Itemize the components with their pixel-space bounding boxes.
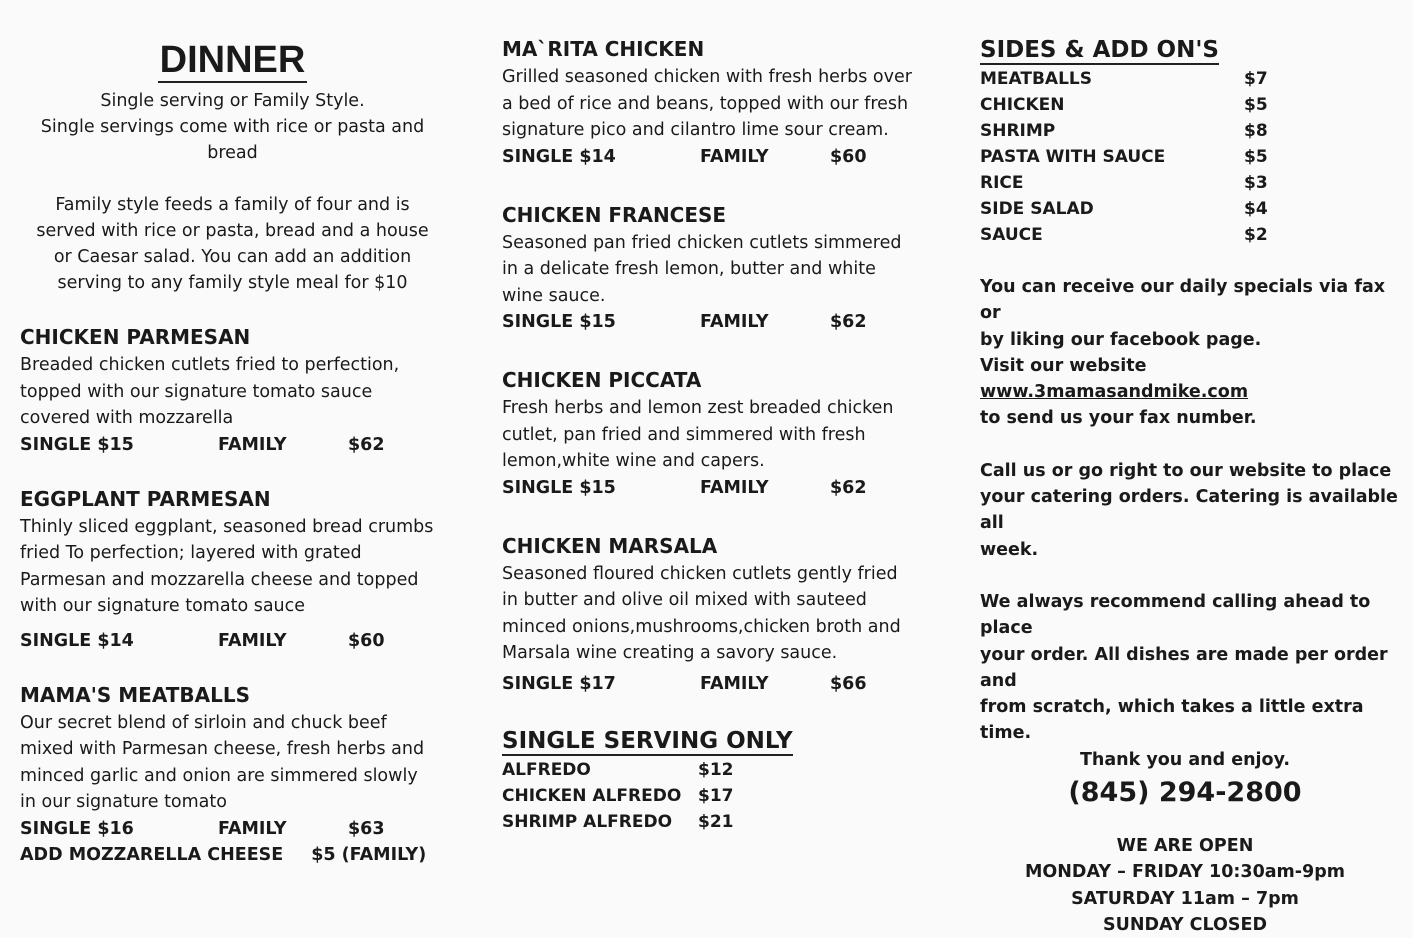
single-price: SINGLE $17 (502, 673, 616, 694)
list-item (980, 118, 1400, 144)
family-label: FAMILY (218, 818, 287, 839)
single-price: SINGLE $15 (502, 477, 616, 498)
visit-text: Visit our website (980, 355, 1147, 376)
recommend-line: from scratch, which takes a little extra time. (980, 697, 1364, 744)
dish-desc: covered with mozzarella (20, 408, 234, 428)
item-price: $8 (1244, 121, 1268, 141)
specials-line: You can receive our daily specials via fax or (980, 277, 1386, 324)
price-row (502, 671, 932, 697)
dish-chicken-francese (502, 200, 932, 336)
item-price: $7 (1244, 69, 1268, 89)
dish-desc: Thinly sliced eggplant, seasoned bread crumbs (20, 516, 434, 537)
fax-line: to send us your fax number. (980, 408, 1257, 429)
family-label: FAMILY (218, 434, 287, 455)
item-name: CHICKEN ALFREDO (502, 785, 682, 806)
family-label: FAMILY (700, 673, 769, 694)
item-price: $5 (1244, 95, 1268, 115)
family-price: $62 (830, 477, 867, 498)
item-price: $17 (698, 785, 734, 806)
website-link[interactable]: www.3mamasandmike.com (980, 382, 1249, 403)
item-name: CHICKEN (980, 95, 1065, 115)
price-row (502, 144, 932, 170)
item-price: $12 (698, 759, 734, 780)
dish-desc: Our secret blend of sirloin and chuck beef (20, 712, 387, 733)
dish-desc: Parmesan and mozzarella cheese and topped (20, 569, 419, 590)
item-name: ALFREDO (502, 759, 591, 780)
catering-line: Call us or go right to our website to place (980, 460, 1392, 481)
recommend-line: We always recommend calling ahead to place (980, 591, 1371, 639)
family-price: $60 (348, 630, 385, 651)
dish-eggplant-parmesan (20, 484, 445, 654)
dish-name: CHICKEN FRANCESE (502, 202, 727, 227)
recommend-block (980, 589, 1400, 773)
phone-number[interactable]: (845) 294-2800 (1068, 777, 1302, 809)
column-left (20, 0, 445, 868)
dish-desc: wine sauce. (502, 285, 606, 306)
hours-line: SATURDAY 11am – 7pm (1071, 888, 1299, 909)
dish-name: MA`RITA CHICKEN (502, 37, 705, 61)
hours-title: WE ARE OPEN (1116, 836, 1254, 857)
intro-line: Family style feeds a family of four and is (55, 195, 410, 215)
item-name: SHRIMP ALFREDO (502, 811, 673, 832)
item-price: $21 (698, 811, 734, 832)
addon-row (20, 842, 445, 868)
single-price: SINGLE $14 (502, 146, 616, 167)
hours-block (970, 833, 1400, 938)
column-right (980, 0, 1400, 938)
item-price: $4 (1244, 199, 1268, 219)
dish-desc: Fresh herbs and lemon zest breaded chicken (502, 398, 894, 418)
family-label: FAMILY (700, 146, 769, 167)
dish-desc: cutlet, pan fried and simmered with fresh (502, 424, 866, 445)
intro-line: Single serving or Family Style. (100, 91, 365, 111)
list-item (980, 92, 1400, 118)
intro-line: Single servings come with rice or pasta and (40, 117, 425, 137)
dish-desc: topped with our signature tomato sauce (20, 381, 373, 402)
family-label: FAMILY (700, 312, 769, 332)
intro-line: bread (207, 143, 258, 163)
dish-desc: minced garlic and onion are simmered slowly (20, 765, 418, 786)
addon-label: ADD MOZZARELLA CHEESE (20, 844, 284, 865)
dish-desc: fried To perfection; layered with grated (20, 543, 362, 563)
hours-line: SUNDAY CLOSED (1103, 914, 1267, 935)
family-price: $66 (830, 673, 867, 694)
dish-desc: lemon,white wine and capers. (502, 451, 765, 471)
item-name: SHRIMP (980, 121, 1056, 141)
dish-desc: in butter and olive oil mixed with sauteed (502, 590, 867, 610)
dish-mamas-meatballs (20, 680, 445, 868)
list-item (980, 66, 1400, 92)
list-item (502, 757, 932, 783)
single-price: SINGLE $16 (20, 818, 134, 839)
catering-line: your catering orders. Catering is available all (980, 487, 1398, 534)
dish-desc: a bed of rice and beans, topped with our fresh (502, 93, 909, 114)
dish-name: MAMA'S MEATBALLS (20, 682, 250, 707)
price-row (20, 816, 445, 842)
price-row (20, 628, 445, 654)
item-price: $5 (1244, 147, 1268, 167)
intro-block (20, 88, 445, 296)
dish-marita-chicken (502, 34, 932, 170)
dish-name: CHICKEN PARMESAN (20, 325, 251, 349)
item-price: $3 (1244, 173, 1268, 193)
dish-desc: mixed with Parmesan cheese, fresh herbs and (20, 739, 425, 759)
dish-name: CHICKEN MARSALA (502, 533, 718, 558)
single-price: SINGLE $14 (20, 630, 134, 651)
specials-block (980, 274, 1400, 432)
single-price: SINGLE $15 (502, 312, 616, 332)
dish-desc: minced onions,mushrooms,chicken broth and (502, 616, 901, 637)
item-name: SAUCE (980, 225, 1043, 245)
hours-line: MONDAY – FRIDAY 10:30am-9pm (1025, 862, 1345, 883)
catering-block (980, 458, 1400, 563)
item-name: SIDE SALAD (980, 199, 1094, 219)
family-label: FAMILY (700, 477, 769, 498)
intro-line: or Caesar salad. You can add an addition (53, 247, 412, 267)
intro-line: serving to any family style meal for $10 (57, 273, 408, 293)
item-name: PASTA WITH SAUCE (980, 147, 1166, 167)
list-item (980, 144, 1400, 170)
specials-line: by liking our facebook page. (980, 329, 1262, 350)
column-middle (502, 0, 932, 835)
thanks-text: Thank you and enjoy. (1079, 749, 1291, 770)
dish-desc: Seasoned floured chicken cutlets gently fried (502, 563, 898, 584)
family-price: $62 (348, 434, 385, 455)
family-price: $60 (830, 146, 867, 167)
item-name: RICE (980, 173, 1024, 193)
item-name: MEATBALLS (980, 69, 1092, 89)
addon-value: $5 (FAMILY) (311, 844, 427, 865)
dish-desc: signature pico and cilantro lime sour cream. (502, 120, 889, 140)
single-serving-title: SINGLE SERVING ONLY (502, 727, 793, 754)
list-item (980, 222, 1400, 248)
family-label: FAMILY (218, 630, 287, 651)
list-item (502, 783, 932, 809)
family-price: $63 (348, 818, 385, 839)
single-price: SINGLE $15 (20, 434, 134, 455)
catering-line: week. (980, 539, 1039, 560)
dish-desc: Breaded chicken cutlets fried to perfection, (20, 355, 400, 375)
recommend-line: your order. All dishes are made per order and (980, 644, 1388, 691)
list-item (980, 170, 1400, 196)
family-price: $62 (830, 312, 867, 332)
dish-desc: Marsala wine creating a savory sauce. (502, 643, 838, 663)
price-row (20, 432, 445, 458)
intro-line: served with rice or pasta, bread and a house (36, 221, 429, 241)
sides-list (980, 66, 1400, 248)
dish-desc: in our signature tomato (20, 792, 227, 812)
menu-title: DINNER (159, 39, 306, 81)
dish-desc: in a delicate fresh lemon, butter and white (502, 259, 876, 279)
sides-title: SIDES & ADD ON'S (980, 37, 1219, 63)
dish-chicken-marsala (502, 531, 932, 697)
price-row (502, 309, 932, 335)
list-item (502, 809, 932, 835)
dish-chicken-parmesan (20, 322, 445, 458)
dish-desc: Seasoned pan fried chicken cutlets simmered (502, 232, 902, 253)
dish-name: EGGPLANT PARMESAN (20, 486, 271, 511)
price-row (502, 475, 932, 501)
dish-name: CHICKEN PICCATA (502, 368, 702, 392)
item-price: $2 (1244, 225, 1268, 245)
dish-desc: with our signature tomato sauce (20, 596, 306, 616)
dish-desc: Grilled seasoned chicken with fresh herbs over (502, 67, 912, 87)
single-serving-list (502, 757, 932, 835)
dish-chicken-piccata (502, 365, 932, 501)
list-item (980, 196, 1400, 222)
